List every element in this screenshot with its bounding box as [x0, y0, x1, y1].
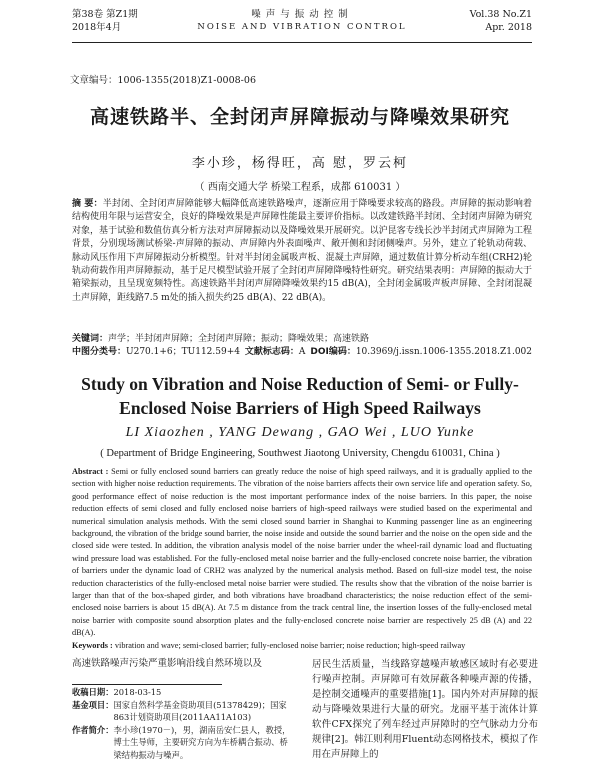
header-journal	[72, 8, 532, 34]
abstract-cn-text: 半封闭、全封闭声屏障能够大幅降低高速铁路噪声，逐渐应用于降噪要求较高的路段。声屏障的振动影响着结构使用年限与运营安全，良好的降噪效果是声屏障性能最主要评价指标。以改建铁路半封闭、全封闭声屏障为研究对象，基于试验和数值仿真分析方法对声屏障振动以及降噪效果开展研究。以沪昆客专线长沙半封闭式声屏障为工程背景，分别现场测试桥梁-声屏障的振动、声屏障内外表面噪声、敞开侧和封闭侧噪声。另外，建立了轮轨动荷载、脉动风压作用下声屏障振动分析模型。针对半封闭金属吸声板、混凝土声屏障，通过数值计算分析动车组(CRH2)轮轨动荷载作用声屏障振动，基于足尺模型试验开展了全封闭声屏障降噪特性研究。研究结果表明：声屏障的振动大于箱梁振动，且呈现宽频特性。高速铁路半封闭声屏障降噪效果约15 dB(A)，全封闭金属吸声板声屏障、全封闭混凝土声屏障，距线路7.5 m处的插入损失约25 dB(A)、22 dB(A)。	[72, 199, 532, 303]
keywords-cn-text: 声学；半封闭声屏障；全封闭声屏障；振动；降噪效果；高速铁路	[108, 334, 370, 344]
body-text-left: 高速铁路噪声污染严重影响沿线自然环境以及	[72, 658, 263, 669]
authors-en: LI Xiaozhen , YANG Dewang , GAO Wei , LUO Yunke	[125, 425, 475, 440]
abstract-en-label: Abstract :	[72, 467, 109, 476]
meta-cn	[72, 333, 532, 359]
received-value: 2018-03-15	[113, 687, 162, 697]
header-date: 2018年4月	[72, 22, 122, 33]
article-number: 文章编号：1006-1355(2018)Z1-0008-06	[70, 75, 256, 86]
abstract-en	[72, 466, 532, 640]
fund-info	[72, 699, 292, 724]
abstract-en-text: Semi or fully enclosed sound barriers can greatly reduce the noise of high speed railways, and it is gradually applied to the section with higher noise reduction requirements. The vibration of the noise barriers affects their own service life and operation safety. So, good performance effect of noise reduction is the most important performance index of the noise barriers. In this paper, the noise reduction effects of semi closed and fully enclosed noise barriers of high-speed railways were studied based on the experimental and numerical simulation analysis methods. With the semi closed sound barrier in Shanghai to Kunming passenger line as an engineering background, the vibration of the bridge sound barrier, the noise inside and outside the sound barrier and the noise on the open side and the closed side were tested. In addition, the vibration analysis model of the noise barrier under the wheel-rail dynamic load and fluctuating wind pressure load was established. For the fully-enclosed metal noise barrier and the fully-enclosed concrete noise barrier, the vibration of barriers under the dynamic load of CRH2 was analyzed by the numerical analysis method. Based on full-size model test, the noise reduction characteristics of the fully-enclosed metal noise barrier were studied. The results show that the vibration of the noise barrier is larger than that of the box-shaped girder, and both vibrations have broadband characteristics; the noise reduction effect of the semi-enclosed noise barriers is about 15 dB(A). At 7.5 m distance from the track central line, the insertion losses of the fully-enclosed metal noise barrier with composite sound absorption plates and the fully-enclosed concrete noise barrier are respectively 25 dB (A) and 22 dB(A).	[72, 467, 533, 638]
authors-cn: 李小珍，杨得旺，高 慰，罗云柯	[191, 156, 409, 171]
title-en-line1: Study on Vibration and Noise Reduction of Semi- or Fully-	[81, 374, 519, 394]
clc-label: 中图分类号：	[72, 347, 127, 357]
doi	[310, 346, 532, 359]
classification-row	[72, 346, 532, 359]
doi-value: 10.3969/j.issn.1006-1355.2018.Z1.002	[355, 347, 532, 357]
author-value: 李小珍(1970－)，男，湖南岳安仁县人，教授，博士生导师，主要研究方向为车桥耦合振动、桥梁结构振动与噪声。	[113, 724, 291, 760]
affiliation-en: ( Department of Bridge Engineering, Southwest Jiaotong University, Chengdu 610031, China )	[100, 448, 500, 459]
keywords-en	[72, 640, 542, 652]
affiliation-cn: （ 西南交通大学 桥梁工程系，成都 610031 ）	[194, 182, 406, 193]
document-code	[245, 346, 306, 359]
footnotes	[72, 686, 292, 761]
fund-label: 基金项目：	[72, 699, 114, 710]
body-text-right: 居民生活质量，当线路穿越噪声敏感区域时有必要进行噪声控制。声屏障可有效屏蔽各种噪声源的传播，是控制交通噪声的重要措施[1]。国内外对声屏障的振动与降噪效果进行大量的研究。龙丽平基于流体计算软件CFX探究了列车经过声屏障时的空气脉动力分布规律[2]。韩江则利用Fluent动态网格技术，模拟了作用在声屏障上的	[312, 659, 538, 760]
author-bio	[72, 724, 292, 762]
header-volume-en: Vol.38 No.Z1	[469, 9, 532, 20]
doc-code-value: A	[298, 347, 306, 357]
doc-code-label: 文献标志码：	[244, 347, 299, 357]
header-date-en: Apr. 2018	[485, 22, 532, 33]
fund-value: 国家自然科学基金资助项目(51378429)；国家863计划资助项目(2011AA11A103)	[113, 699, 287, 722]
keywords-cn-label: 关键词：	[72, 334, 109, 344]
author-label: 作者简介：	[72, 724, 114, 735]
received-date	[72, 686, 292, 699]
running-header	[72, 8, 532, 43]
keywords-en-label: Keywords :	[72, 641, 113, 650]
title-cn: 高速铁路半、全封闭声屏障振动与降噪效果研究	[89, 106, 510, 128]
header-right	[470, 8, 532, 34]
doi-label: DOI编码：	[310, 347, 356, 357]
journal-name-en: NOISE AND VIBRATION CONTROL	[197, 22, 407, 32]
title-en-line2: Enclosed Noise Barriers of High Speed Railways	[119, 398, 481, 418]
header-volume: 第38卷 第Z1期	[72, 9, 138, 20]
journal-name-cn: 噪声与振动控制	[251, 9, 353, 20]
abstract-cn	[72, 198, 532, 305]
abstract-cn-label: 摘 要：	[72, 199, 103, 209]
received-label: 收稿日期：	[72, 687, 114, 697]
keywords-cn	[72, 333, 532, 346]
clc-number	[72, 346, 240, 359]
title-en	[0, 372, 600, 420]
clc-value: U270.1+6；TU112.59+4	[126, 347, 240, 357]
footnote-rule	[72, 684, 222, 685]
keywords-en-text: vibration and wave; semi-closed barrier; fully-enclosed noise barrier; noise reduction; high-speed railway	[114, 641, 466, 650]
